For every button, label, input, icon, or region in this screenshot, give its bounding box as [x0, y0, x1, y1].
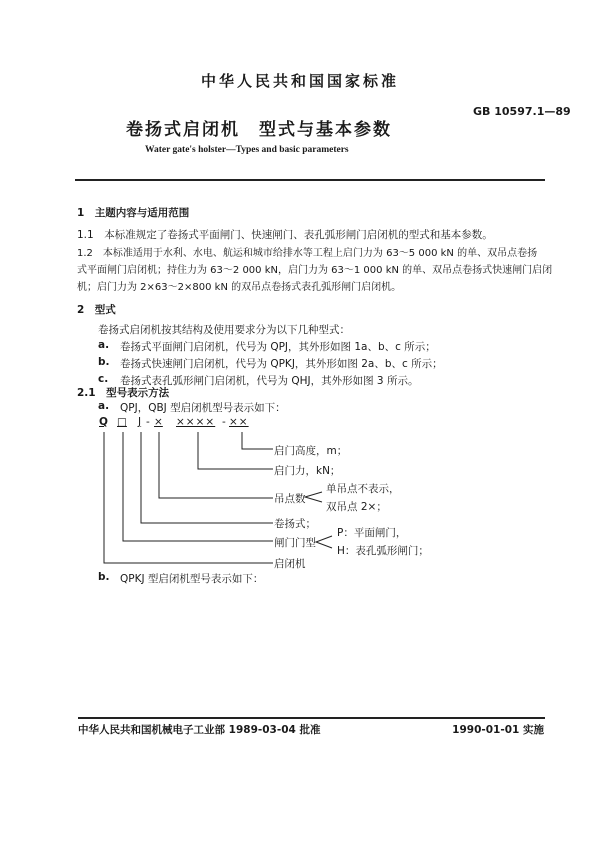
code-dash-2: -	[222, 416, 226, 428]
section-2-heading: 2 型式	[77, 304, 116, 316]
document-title: 卷扬式启闭机 型式与基本参数	[126, 120, 392, 140]
item-b-text: 卷扬式快速闸门启闭机，代号为 QPKJ，其外形如图 2a、b、c 所示；	[120, 358, 443, 370]
clause-1-2-line2: 式平面闸门启闭机；持住力为 63～2 000 kN，启门力为 63～1 000 kN 的单、双吊点卷扬式快速闸门启闭	[77, 265, 553, 276]
label-gate-p: P：平面闸门，	[337, 527, 407, 539]
standard-code: GB 10597.1—89	[473, 105, 571, 118]
code-x4: ××××	[176, 416, 216, 428]
label-gate-h: H：表孔弧形闸门；	[337, 545, 429, 557]
label-machine: 启闭机	[274, 558, 306, 570]
clause-1-2-line1: 1.2 本标准适用于水利、水电、航运和城市给排水等工程上启门力为 63～5 000 kN 的单、双吊点卷扬	[77, 248, 538, 259]
sub-a-marker: a.	[98, 400, 110, 412]
item-b-marker: b.	[98, 356, 110, 368]
footer-divider	[78, 717, 545, 719]
approval-info: 中华人民共和国机械电子工业部 1989-03-04 批准	[78, 724, 321, 736]
label-lift-height: 启门高度，m；	[274, 445, 348, 457]
item-c-marker: c.	[98, 373, 109, 385]
sub-b-marker: b.	[98, 571, 110, 583]
sub-b-text: QPKJ 型启闭机型号表示如下：	[120, 573, 264, 585]
code-x1: ×	[154, 416, 163, 428]
item-c-text: 卷扬式表孔弧形闸门启闭机，代号为 QHJ，其外形如图 3 所示。	[120, 375, 419, 387]
section-2-1-heading: 2.1 型号表示方法	[77, 387, 170, 399]
document-title-en: Water gate's holster—Types and basic parameters	[145, 145, 349, 155]
code-dash-1: -	[146, 416, 150, 428]
code-j: J	[138, 416, 142, 428]
clause-1-2-line3: 机；启门力为 2×63～2×800 kN 的双吊点卷扬式表孔弧形闸门启闭机。	[77, 282, 402, 293]
item-a-text: 卷扬式平面闸门启闭机，代号为 QPJ，其外形如图 1a、b、c 所示；	[120, 341, 436, 353]
issuing-org: 中华人民共和国国家标准	[200, 72, 399, 90]
section-1-heading: 1 主题内容与适用范围	[77, 207, 190, 219]
code-x2: ××	[229, 416, 249, 428]
label-gate-type: 闸门门型	[274, 537, 316, 549]
label-lift-points: 吊点数	[274, 493, 306, 505]
item-a-marker: a.	[98, 339, 110, 351]
label-single-point: 单吊点不表示，	[326, 483, 400, 495]
label-hoist-type: 卷扬式；	[274, 518, 316, 530]
clause-1-1: 1.1 本标准规定了卷扬式平面闸门、快速闸门、表孔弧形闸门启闭机的型式和基本参数。	[77, 229, 493, 241]
label-double-point: 双吊点 2×；	[326, 501, 387, 513]
code-q: Q	[99, 416, 108, 428]
code-box: □	[117, 416, 127, 428]
sub-a-text: QPJ，QBJ 型启闭机型号表示如下：	[120, 402, 286, 414]
effective-date: 1990-01-01 实施	[452, 724, 544, 736]
section-2-intro: 卷扬式启闭机按其结构及使用要求分为以下几种型式：	[98, 324, 350, 336]
label-lift-force: 启门力，kN；	[274, 465, 341, 477]
